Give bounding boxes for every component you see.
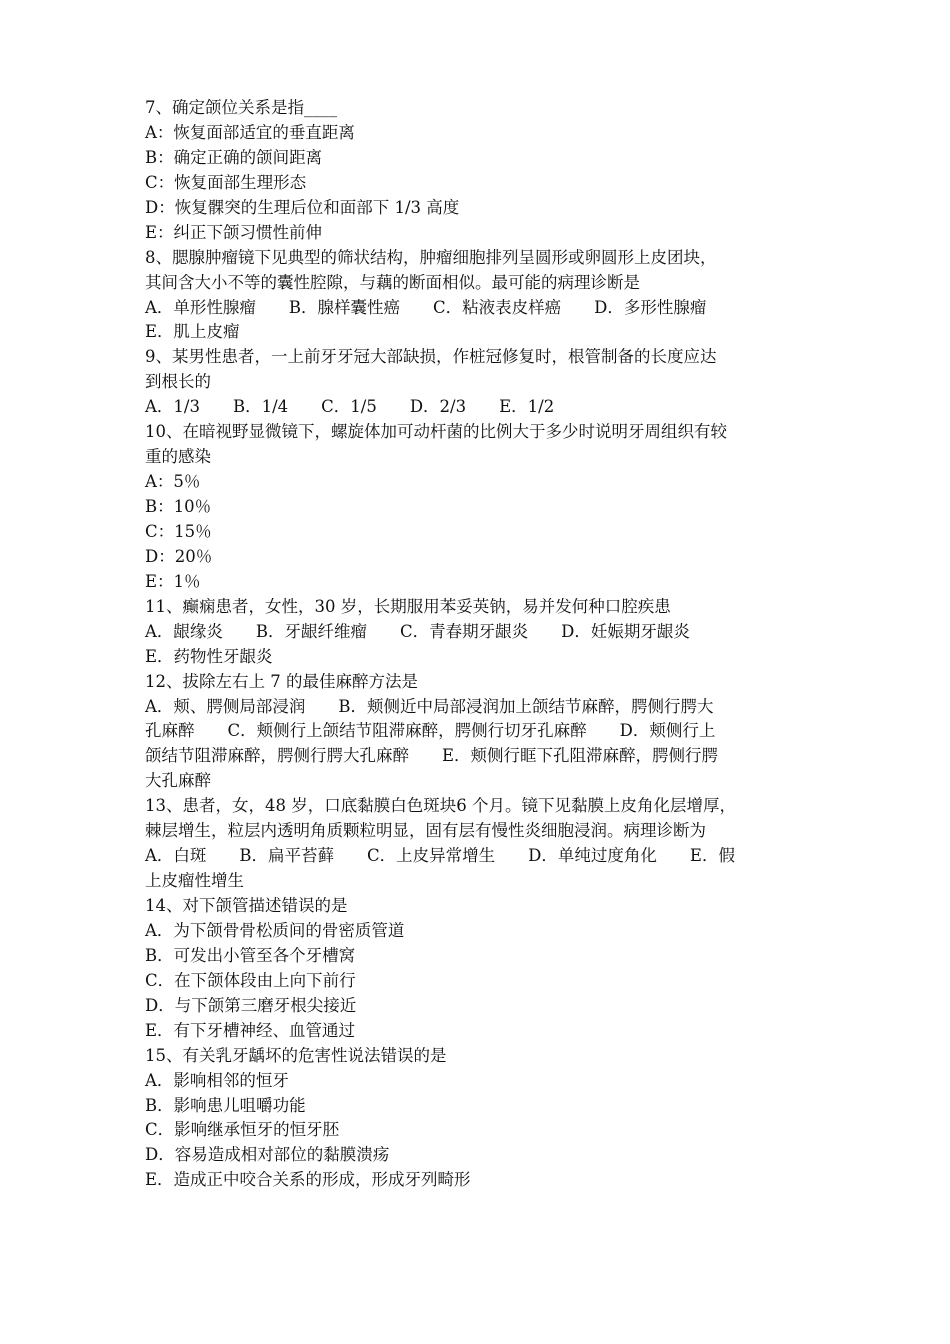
text-line: D：20％	[145, 546, 213, 566]
text-line: D．容易造成相对部位的黏膜溃疡	[145, 1145, 390, 1165]
text-line: B．影响患儿咀嚼功能	[145, 1095, 306, 1115]
text-line: A．单形性腺瘤 B．腺样囊性癌 C．粘液表皮样癌 D．多形性腺瘤	[145, 297, 707, 317]
text-line: 上皮瘤性增生	[145, 871, 244, 891]
text-line: A：恢复面部适宜的垂直距离	[145, 122, 355, 142]
text-line: C：15％	[145, 521, 212, 541]
text-line: 15、有关乳牙龋坏的危害性说法错误的是	[145, 1045, 447, 1065]
text-line: 孔麻醉 C．颊侧行上颌结节阻滞麻醉，腭侧行切牙孔麻醉 D．颊侧行上	[145, 721, 716, 741]
text-line: 13、患者，女，48 岁，口底黏膜白色斑块6 个月。镜下见黏膜上皮角化层增厚，	[145, 796, 736, 816]
text-line: E．造成正中咬合关系的形成，形成牙列畸形	[145, 1170, 471, 1190]
text-line: B：确定正确的颌间距离	[145, 147, 323, 167]
text-line: 8、腮腺肿瘤镜下见典型的筛状结构，肿瘤细胞排列呈圆形或卵圆形上皮团块，	[145, 247, 717, 267]
text-line: 大孔麻醉	[145, 771, 211, 791]
document-body	[145, 96, 815, 1193]
text-line: 重的感染	[145, 447, 211, 467]
text-line: E．肌上皮瘤	[145, 322, 240, 342]
text-line: 12、拔除左右上 7 的最佳麻醉方法是	[145, 671, 418, 691]
text-line: E：纠正下颌习惯性前伸	[145, 222, 323, 242]
text-line: 到根长的	[145, 372, 211, 392]
text-line: A．1/3 B．1/4 C．1/5 D．2/3 E．1/2	[145, 397, 555, 417]
text-line: A．白斑 B．扁平苔藓 C．上皮异常增生 D．单纯过度角化 E．假	[145, 846, 735, 866]
text-line: 其间含大小不等的囊性腔隙，与藕的断面相似。最可能的病理诊断是	[145, 272, 640, 292]
text-line: 11、癫痫患者，女性，30 岁，长期服用苯妥英钠，易并发何种口腔疾患	[145, 596, 671, 616]
text-line: A．龈缘炎 B．牙龈纤维瘤 C．青春期牙龈炎 D．妊娠期牙龈炎	[145, 621, 690, 641]
text-line: 棘层增生，粒层内透明角质颗粒明显，固有层有慢性炎细胞浸润。病理诊断为	[145, 821, 706, 841]
text-line: A．颊、腭侧局部浸润 B．颊侧近中局部浸润加上颌结节麻醉，腭侧行腭大	[145, 696, 714, 716]
text-line: D．与下颌第三磨牙根尖接近	[145, 995, 357, 1015]
text-line: E．药物性牙龈炎	[145, 646, 273, 666]
text-line: 颌结节阻滞麻醉，腭侧行腭大孔麻醉 E．颊侧行眶下孔阻滞麻醉，腭侧行腭	[145, 746, 719, 766]
text-line: E．有下牙槽神经、血管通过	[145, 1020, 356, 1040]
text-line: 7、确定颌位关系是指____	[145, 98, 337, 117]
text-line: A．为下颌骨骨松质间的骨密质管道	[145, 920, 405, 940]
text-line: 9、某男性患者，一上前牙牙冠大部缺损，作桩冠修复时，根管制备的长度应达	[145, 347, 717, 367]
text-line: C：恢复面部生理形态	[145, 172, 307, 192]
text-line: C．影响继承恒牙的恒牙胚	[145, 1120, 340, 1140]
text-line: 10、在暗视野显微镜下，螺旋体加可动杆菌的比例大于多少时说明牙周组织有较	[145, 422, 727, 442]
text-line: 14、对下颌管描述错误的是	[145, 896, 348, 915]
text-line: E：1％	[145, 571, 201, 591]
text-line: B．可发出小管至各个牙槽窝	[145, 945, 356, 965]
text-line: A．影响相邻的恒牙	[145, 1070, 289, 1090]
text-line: B：10％	[145, 497, 212, 516]
text-line: A：5％	[145, 472, 201, 492]
text-line: D：恢复髁突的生理后位和面部下 1/3 高度	[145, 197, 460, 217]
text-line: C．在下颌体段由上向下前行	[145, 970, 356, 990]
